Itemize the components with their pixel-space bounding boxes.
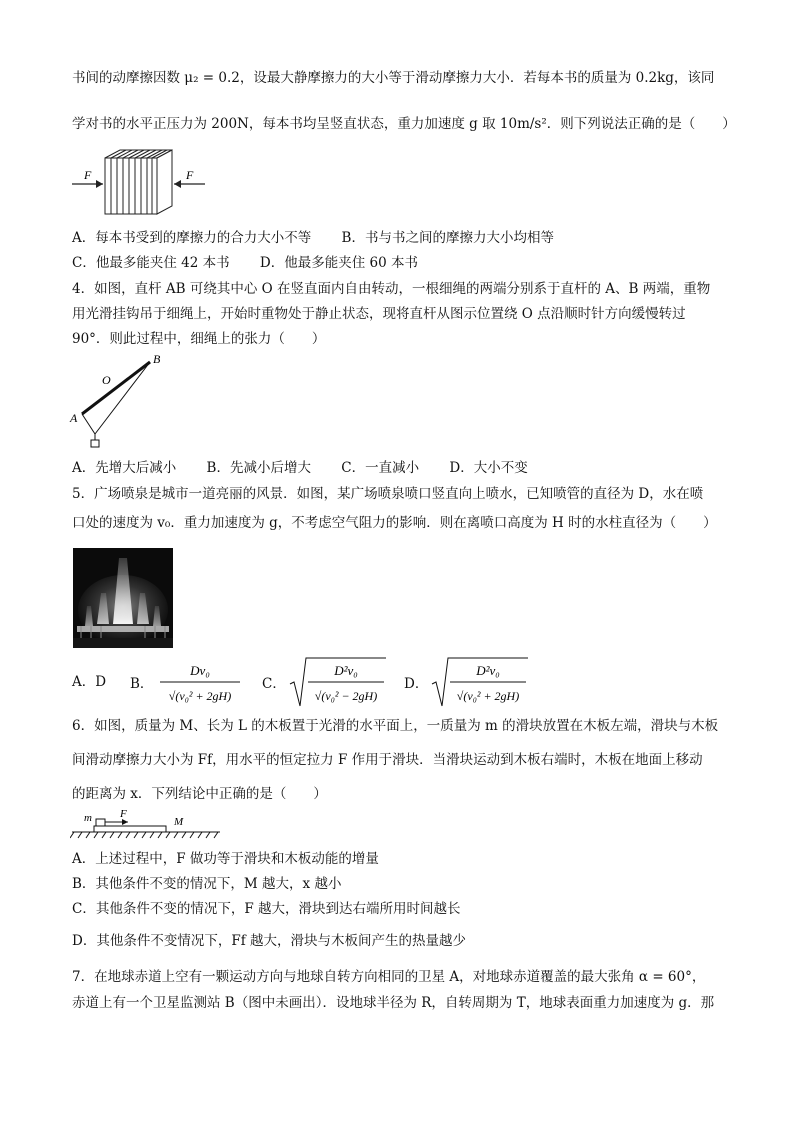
force-label-right: F <box>186 168 194 182</box>
q5-option-d-label[interactable]: D． <box>404 676 429 692</box>
q4-text-line-2: 用光滑挂钩吊于细绳上，开始时重物处于静止状态，现将直杆从图示位置绕 O 点沿顺时针方向缓慢转过 <box>72 306 686 322</box>
label-a: A <box>70 411 78 425</box>
q4-options-row <box>72 458 554 478</box>
q6-text-line-1: 6．如图，质量为 M、长为 L 的木板置于光滑的水平面上，一质量为 m 的滑块放置在木板左端，滑块与木板 <box>72 718 719 734</box>
q3-text-line-2: 学对书的水平正压力为 200N，每本书均呈竖直状态，重力加速度 g 取 10m/s²．则下列说法正确的是（ ） <box>72 116 736 132</box>
formula-b-denominator: √(v₀² + 2gH) <box>168 689 232 703</box>
formula-c-denominator: √(v₀² − 2gH) <box>314 689 378 703</box>
formula-c-numerator: D²v₀ <box>334 663 358 678</box>
q3-option-b[interactable]: B．书与书之间的摩擦力大小均相等 <box>341 230 554 246</box>
q5-option-d-formula <box>430 654 530 710</box>
formula-d-denominator: √(v₀² + 2gH) <box>456 689 520 703</box>
q5-text-line-1: 5．广场喷泉是城市一道亮丽的风景．如图，某广场喷泉喷口竖直向上喷水，已知喷管的直径为 D，水在喷 <box>72 486 704 502</box>
q5-option-c-formula <box>288 654 388 710</box>
q3-option-c[interactable]: C．他最多能夹住 42 本书 <box>72 255 230 271</box>
q4-text-line-1: 4．如图，直杆 AB 可绕其中心 O 在竖直面内自由转动，一根细绳的两端分别系于直杆的 A、B 两端，重物 <box>72 281 711 297</box>
q3-option-d[interactable]: D．他最多能夹住 60 本书 <box>259 255 418 271</box>
q6-text-line-3: 的距离为 x．下列结论中正确的是（ ） <box>72 786 327 802</box>
rod-figure <box>68 352 168 452</box>
label-b: B <box>153 352 161 366</box>
books-figure <box>70 148 210 220</box>
fountain-photo <box>73 548 173 648</box>
q5-option-b-formula <box>156 656 244 708</box>
q6-option-d[interactable]: D．其他条件不变情况下，Ff 越大，滑块与木板间产生的热量越少 <box>72 933 466 949</box>
force-label-left: F <box>84 168 92 182</box>
q3-options-row-2 <box>72 253 444 273</box>
q5-text-line-2: 口处的速度为 v₀．重力加速度为 g，不考虑空气阻力的影响．则在离喷口高度为 H 时的水柱直径为（ ） <box>72 515 717 531</box>
board-figure <box>70 806 222 842</box>
q4-text-line-3: 90°．则此过程中，细绳上的张力（ ） <box>72 331 326 347</box>
q4-option-d[interactable]: D．大小不变 <box>449 460 528 476</box>
q5-option-b-label[interactable]: B． <box>130 676 154 692</box>
q5-option-c-label[interactable]: C． <box>262 676 286 692</box>
label-m: m <box>84 812 92 824</box>
q6-option-c[interactable]: C．其他条件不变的情况下，F 越大，滑块到达右端所用时间越长 <box>72 901 461 917</box>
q6-option-b[interactable]: B．其他条件不变的情况下，M 越大，x 越小 <box>72 876 342 892</box>
label-big-m: M <box>174 816 184 828</box>
q7-text-line-1: 7．在地球赤道上空有一颗运动方向与地球自转方向相同的卫星 A，对地球赤道覆盖的最大张角 α = 60°， <box>72 969 706 985</box>
q3-option-a[interactable]: A．每本书受到的摩擦力的合力大小不等 <box>72 230 312 246</box>
label-o: O <box>102 373 111 387</box>
q4-option-a[interactable]: A．先增大后减小 <box>72 460 177 476</box>
q3-text-line-1: 书间的动摩擦因数 μ₂ = 0.2，设最大静摩擦力的大小等于滑动摩擦力大小．若每本书的质量为 0.2kg，该同 <box>72 70 715 86</box>
q6-text-line-2: 间滑动摩擦力大小为 Ff，用水平的恒定拉力 F 作用于滑块．当滑块运动到木板右端时，木板在地面上移动 <box>72 752 703 768</box>
q5-option-a[interactable]: A．D <box>72 674 107 690</box>
q6-option-a[interactable]: A．上述过程中，F 做功等于滑块和木板动能的增量 <box>72 851 379 867</box>
formula-b-numerator: Dv₀ <box>190 663 210 678</box>
label-f: F <box>120 808 127 820</box>
formula-d-numerator: D²v₀ <box>476 663 500 678</box>
q4-option-c[interactable]: C．一直减小 <box>341 460 420 476</box>
q3-options-row-1 <box>72 228 580 248</box>
q4-option-b[interactable]: B．先减小后增大 <box>206 460 311 476</box>
q7-text-line-2: 赤道上有一个卫星监测站 B（图中未画出）．设地球半径为 R，自转周期为 T，地球表面重力加速度为 g．那 <box>72 995 715 1011</box>
